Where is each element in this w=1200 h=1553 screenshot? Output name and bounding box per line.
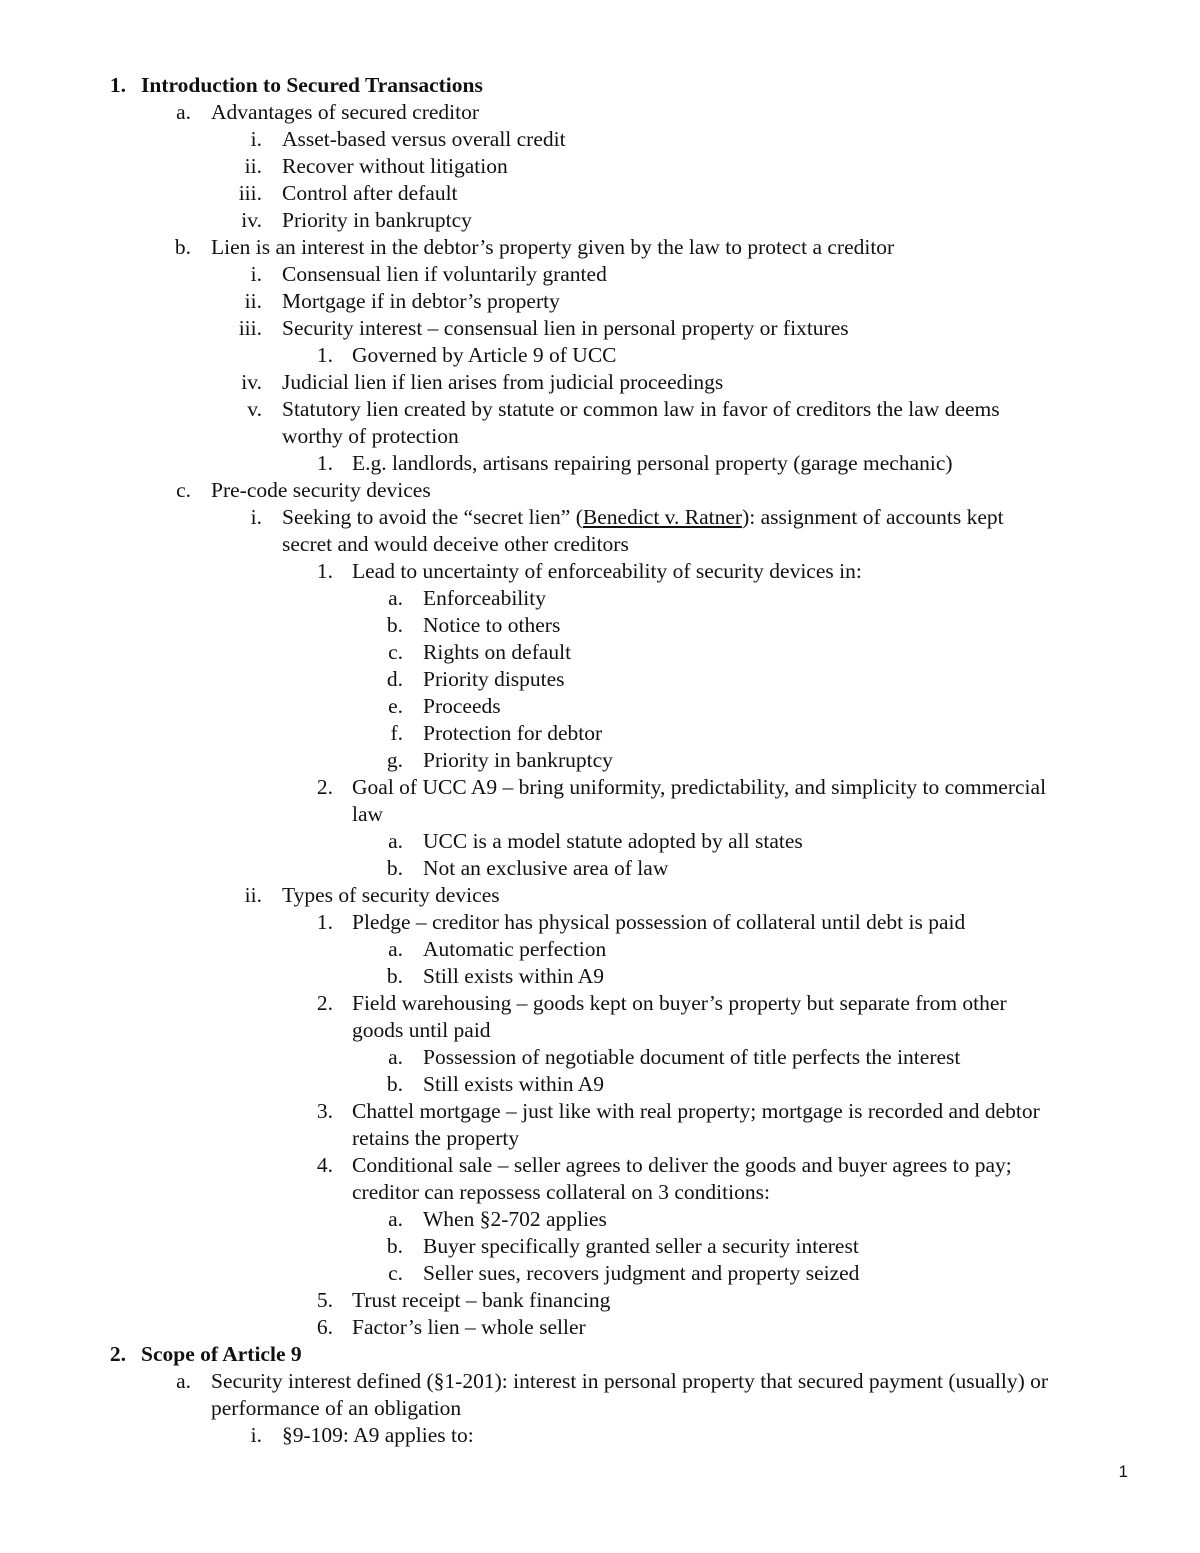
outline-marker: a.: [388, 1207, 403, 1231]
text-segment: Consensual lien if voluntarily granted: [282, 262, 607, 286]
text-segment: Pledge – creditor has physical possession of collateral until debt is paid: [352, 910, 966, 934]
outline-text: [282, 126, 566, 153]
outline-marker: 5.: [316, 1288, 333, 1312]
outline-marker: b.: [174, 235, 191, 259]
outline-marker: ii.: [244, 883, 262, 907]
outline-line: [0, 1341, 1200, 1368]
outline-line: [0, 180, 1200, 207]
outline-line: [0, 261, 1200, 288]
outline-marker: e.: [388, 694, 403, 718]
outline-marker: f.: [390, 721, 403, 745]
text-segment: Priority in bankruptcy: [423, 748, 613, 772]
outline-text: [282, 207, 472, 234]
text-segment: Still exists within A9: [423, 964, 604, 988]
text-segment: Priority in bankruptcy: [282, 208, 472, 232]
outline-marker: iv.: [241, 370, 262, 394]
outline-marker: 3.: [316, 1099, 333, 1123]
outline-line: [0, 693, 1200, 720]
outline-line: [0, 828, 1200, 855]
outline-marker: c.: [388, 640, 403, 664]
text-segment: Not an exclusive area of law: [423, 856, 669, 880]
text-segment: Judicial lien if lien arises from judicial proceedings: [282, 370, 724, 394]
outline-text: [423, 693, 501, 720]
outline-marker: ii.: [244, 289, 262, 313]
outline-line: [0, 531, 1200, 558]
text-segment: Types of security devices: [282, 883, 500, 907]
outline-text: [423, 1260, 859, 1287]
outline-marker: 1.: [316, 451, 333, 475]
document-page: [0, 72, 1200, 1449]
outline-line: [0, 1125, 1200, 1152]
outline-text: [211, 1368, 1048, 1395]
outline-text: [423, 828, 803, 855]
outline-text: [423, 963, 604, 990]
outline-line: [0, 1422, 1200, 1449]
outline-line: [0, 585, 1200, 612]
outline-text: [282, 423, 459, 450]
outline-marker: a.: [176, 100, 191, 124]
outline-marker: a.: [388, 937, 403, 961]
outline-marker: iv.: [241, 208, 262, 232]
outline-line: [0, 1071, 1200, 1098]
outline-line: [0, 855, 1200, 882]
outline-line: [0, 450, 1200, 477]
outline-text: [282, 396, 1000, 423]
outline-line: [0, 720, 1200, 747]
text-segment: Scope of Article 9: [141, 1342, 302, 1366]
outline-line: [0, 1098, 1200, 1125]
outline-text: [141, 72, 483, 99]
outline-text: [352, 774, 1046, 801]
outline-line: [0, 315, 1200, 342]
text-segment: Notice to others: [423, 613, 561, 637]
outline-line: [0, 1368, 1200, 1395]
outline-text: [352, 558, 862, 585]
outline-line: [0, 639, 1200, 666]
text-segment: Lien is an interest in the debtor’s property given by the law to protect a creditor: [211, 235, 895, 259]
text-segment: law: [352, 802, 384, 826]
outline-line: [0, 423, 1200, 450]
outline-text: [352, 450, 953, 477]
outline-text: [211, 234, 894, 261]
outline-text: [282, 180, 458, 207]
outline-marker: b.: [386, 964, 403, 988]
outline-line: [0, 1395, 1200, 1422]
text-segment: performance of an obligation: [211, 1396, 462, 1420]
text-segment: Statutory lien created by statute or common law in favor of creditors the law deems: [282, 397, 1000, 421]
outline-line: [0, 207, 1200, 234]
outline-marker: i.: [250, 505, 262, 529]
text-segment: §9-109: A9 applies to:: [282, 1423, 474, 1447]
text-segment: worthy of protection: [282, 424, 459, 448]
outline-text: [282, 153, 508, 180]
outline-marker: b.: [386, 856, 403, 880]
outline-line: [0, 990, 1200, 1017]
outline-line: [0, 801, 1200, 828]
text-segment: goods until paid: [352, 1018, 491, 1042]
outline-marker: 6.: [316, 1315, 333, 1339]
outline-text: [211, 99, 479, 126]
outline-line: [0, 1314, 1200, 1341]
outline-marker: c.: [388, 1261, 403, 1285]
text-segment: Field warehousing – goods kept on buyer’s property but separate from other: [352, 991, 1007, 1015]
outline-text: [352, 990, 1007, 1017]
outline-line: [0, 1260, 1200, 1287]
outline-marker: b.: [386, 1072, 403, 1096]
outline-line: [0, 396, 1200, 423]
outline-marker: ii.: [244, 154, 262, 178]
outline-marker: 4.: [316, 1153, 333, 1177]
outline-marker: b.: [386, 1234, 403, 1258]
text-segment: Security interest – consensual lien in personal property or fixtures: [282, 316, 849, 340]
case-name: Benedict v. Ratner: [582, 505, 743, 529]
outline-text: [423, 720, 602, 747]
text-segment: Seeking to avoid the “secret lien” (: [282, 505, 583, 529]
text-segment: Security interest defined (§1-201): interest in personal property that secured payment (usually) or: [211, 1369, 1049, 1393]
outline-marker: i.: [250, 127, 262, 151]
text-segment: Factor’s lien – whole seller: [352, 1315, 586, 1339]
page-number: 1: [1118, 1462, 1128, 1481]
outline-marker: 1.: [316, 910, 333, 934]
outline-text: [282, 504, 1004, 531]
outline-line: [0, 963, 1200, 990]
outline-text: [423, 612, 560, 639]
text-segment: Priority disputes: [423, 667, 565, 691]
outline-line: [0, 72, 1200, 99]
outline-text: [352, 909, 965, 936]
text-segment: Control after default: [282, 181, 458, 205]
outline-marker: 2.: [316, 775, 333, 799]
text-segment: Introduction to Secured Transactions: [141, 73, 483, 97]
text-segment: creditor can repossess collateral on 3 conditions:: [352, 1180, 770, 1204]
outline-line: [0, 504, 1200, 531]
outline-marker: a.: [176, 1369, 191, 1393]
outline-marker: d.: [386, 667, 403, 691]
outline-marker: iii.: [238, 181, 262, 205]
text-segment: E.g. landlords, artisans repairing personal property (garage mechanic): [352, 451, 953, 475]
text-segment: retains the property: [352, 1126, 520, 1150]
text-segment: Lead to uncertainty of enforceability of security devices in:: [352, 559, 862, 583]
outline-line: [0, 153, 1200, 180]
text-segment: Mortgage if in debtor’s property: [282, 289, 560, 313]
text-segment: Automatic perfection: [423, 937, 607, 961]
text-segment: Buyer specifically granted seller a security interest: [423, 1234, 859, 1258]
text-segment: secret and would deceive other creditors: [282, 532, 629, 556]
outline-marker: a.: [388, 829, 403, 853]
outline-marker: g.: [386, 748, 403, 772]
outline-text: [282, 315, 849, 342]
outline-text: [282, 1422, 474, 1449]
text-segment: Seller sues, recovers judgment and property seized: [423, 1261, 860, 1285]
outline-line: [0, 477, 1200, 504]
outline-marker: i.: [250, 1423, 262, 1447]
outline-text: [423, 747, 613, 774]
outline-line: [0, 234, 1200, 261]
outline-line: [0, 747, 1200, 774]
outline-text: [423, 1233, 859, 1260]
text-segment: Goal of UCC A9 – bring uniformity, predictability, and simplicity to commercial: [352, 775, 1047, 799]
outline-text: [352, 342, 617, 369]
outline-text: [423, 1071, 604, 1098]
text-segment: Protection for debtor: [423, 721, 603, 745]
outline-line: [0, 774, 1200, 801]
outline-text: [423, 855, 668, 882]
outline-marker: i.: [250, 262, 262, 286]
outline-line: [0, 1206, 1200, 1233]
outline-text: [352, 1017, 491, 1044]
outline-text: [282, 261, 607, 288]
outline-text: [352, 1098, 1040, 1125]
outline-line: [0, 558, 1200, 585]
outline-marker: v.: [247, 397, 262, 421]
outline-line: [0, 1152, 1200, 1179]
outline-text: [282, 531, 629, 558]
outline-line: [0, 909, 1200, 936]
outline-text: [141, 1341, 302, 1368]
outline-line: [0, 99, 1200, 126]
outline-text: [282, 882, 500, 909]
outline-text: [352, 1314, 586, 1341]
outline-text: [211, 1395, 461, 1422]
outline-marker: 1.: [109, 73, 126, 97]
outline-text: [423, 1206, 607, 1233]
outline-text: [423, 639, 571, 666]
outline-text: [423, 585, 546, 612]
text-segment: Advantages of secured creditor: [211, 100, 480, 124]
outline-marker: b.: [386, 613, 403, 637]
outline-text: [282, 288, 560, 315]
outline-line: [0, 126, 1200, 153]
outline-marker: 1.: [316, 343, 333, 367]
outline-line: [0, 342, 1200, 369]
outline-marker: c.: [176, 478, 191, 502]
text-segment: Still exists within A9: [423, 1072, 604, 1096]
outline-line: [0, 666, 1200, 693]
text-segment: Enforceability: [423, 586, 546, 610]
outline-line: [0, 1287, 1200, 1314]
text-segment: Recover without litigation: [282, 154, 508, 178]
outline-marker: a.: [388, 586, 403, 610]
text-segment: Possession of negotiable document of title perfects the interest: [423, 1045, 961, 1069]
outline-line: [0, 936, 1200, 963]
outline-text: [352, 801, 383, 828]
outline-marker: 1.: [316, 559, 333, 583]
text-segment: UCC is a model statute adopted by all states: [423, 829, 803, 853]
outline-text: [352, 1179, 770, 1206]
outline-line: [0, 882, 1200, 909]
outline-marker: a.: [388, 1045, 403, 1069]
outline-line: [0, 288, 1200, 315]
outline-line: [0, 1233, 1200, 1260]
outline-marker: iii.: [238, 316, 262, 340]
outline-marker: 2.: [109, 1342, 126, 1366]
outline-line: [0, 612, 1200, 639]
text-segment: Proceeds: [423, 694, 501, 718]
text-segment: ): assignment of accounts kept: [742, 505, 1004, 529]
outline-text: [352, 1125, 519, 1152]
outline-text: [282, 369, 723, 396]
text-segment: Trust receipt – bank financing: [352, 1288, 611, 1312]
text-segment: Conditional sale – seller agrees to deliver the goods and buyer agrees to pay;: [352, 1153, 1012, 1177]
text-segment: Pre-code security devices: [211, 478, 431, 502]
outline-text: [211, 477, 431, 504]
outline-text: [423, 666, 565, 693]
outline-marker: 2.: [316, 991, 333, 1015]
outline-line: [0, 1179, 1200, 1206]
text-segment: Asset-based versus overall credit: [282, 127, 566, 151]
outline-line: [0, 1017, 1200, 1044]
text-segment: Rights on default: [423, 640, 572, 664]
outline-text: [423, 936, 606, 963]
text-segment: Governed by Article 9 of UCC: [352, 343, 617, 367]
outline-text: [352, 1287, 610, 1314]
outline-text: [423, 1044, 960, 1071]
outline-text: [352, 1152, 1012, 1179]
outline-line: [0, 1044, 1200, 1071]
text-segment: Chattel mortgage – just like with real property; mortgage is recorded and debtor: [352, 1099, 1040, 1123]
outline-line: [0, 369, 1200, 396]
text-segment: When §2-702 applies: [423, 1207, 607, 1231]
